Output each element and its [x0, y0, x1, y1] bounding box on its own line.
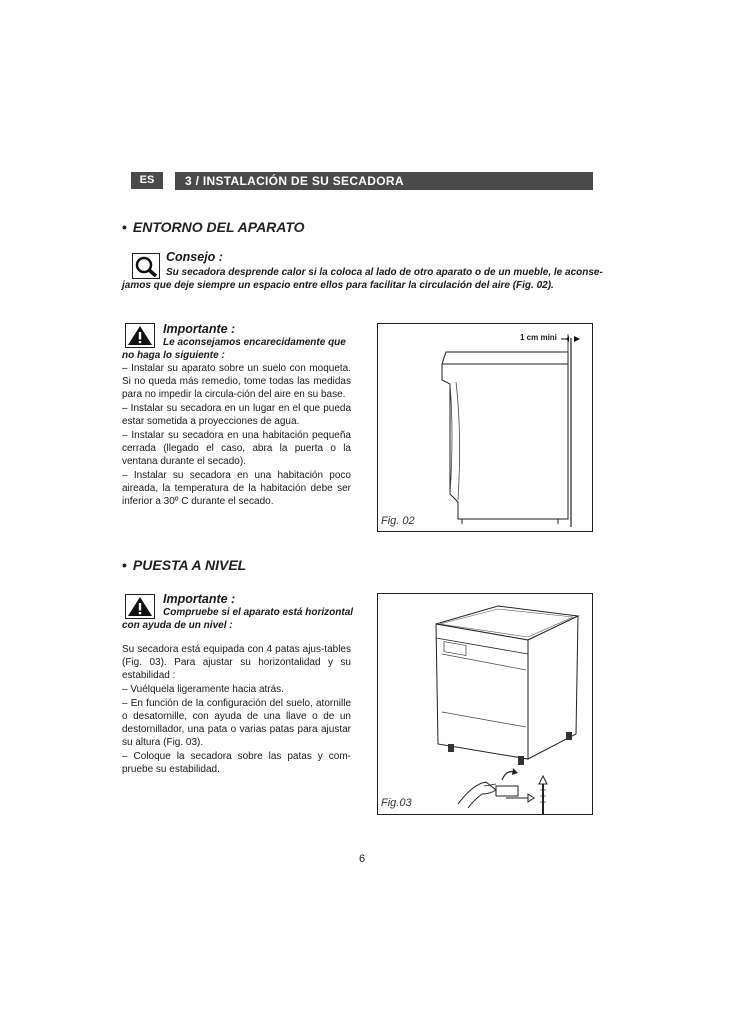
- list-item: – Instalar su secadora en una habitación pequeña cerrada (llegado el caso, abra la puerta o la ventana durante el secado).: [122, 430, 351, 467]
- important-intro-line1: Compruebe si el aparato está horizontal: [163, 607, 354, 618]
- figure-02: [377, 323, 593, 532]
- paragraph: – Vuélquela ligeramente hacia atrás.: [122, 684, 284, 695]
- leveling-instructions: [122, 643, 351, 777]
- figure-label: Fig.03: [381, 797, 412, 809]
- dryer-side-illustration: [378, 324, 592, 531]
- section-title-entorno: • ENTORNO DEL APARATO: [122, 219, 305, 235]
- figure-03: [377, 593, 593, 815]
- magnifier-icon: [132, 253, 160, 279]
- chapter-header: 3 / INSTALACIÓN DE SU SECADORA: [175, 172, 593, 190]
- paragraph: – En función de la configuración del suelo, atornille o desatornille, con ayuda de una llave o de un destornillador, una pata o varias patas para ajustar su altura (Fig. 03).: [122, 698, 351, 748]
- section-title-nivel: • PUESTA A NIVEL: [122, 557, 247, 573]
- important-list: [122, 362, 351, 509]
- tip-text-line2: jamos que deje siempre un espacio entre ellos para facilitar la circulación del aire (Fig. 02).: [122, 280, 554, 291]
- important-intro-line1: Le aconsejamos encarecidamente que: [163, 337, 346, 348]
- warning-icon: [125, 594, 155, 619]
- important-intro-line2: con ayuda de un nivel :: [122, 620, 233, 631]
- list-item: – Instalar su secadora en un lugar en el que pueda estar sometida a proyecciones de agua.: [122, 403, 351, 427]
- language-tag: ES: [131, 172, 163, 189]
- figure-label: Fig. 02: [381, 515, 415, 527]
- list-item: – Instalar su aparato sobre un suelo con moqueta. Si no queda más remedio, tome todas las medidas para no impedir la circula-ción del aire en su base.: [122, 363, 351, 400]
- tip-text-line1: Su secadora desprende calor si la coloca al lado de otro aparato o de un mueble, le aconse-: [166, 267, 603, 278]
- tip-heading: Consejo :: [166, 250, 223, 264]
- dimension-label: 1 cm mini: [520, 333, 557, 342]
- page-number: 6: [359, 853, 366, 865]
- important-heading: Importante :: [163, 592, 236, 606]
- paragraph: Su secadora está equipada con 4 patas ajus-tables (Fig. 03). Para ajustar su horizontalidad y su estabilidad :: [122, 644, 351, 681]
- list-item: – Instalar su secadora en una habitación poco aireada, la temperatura de la habitación debe ser inferior a 30º C durante el secado.: [122, 470, 351, 507]
- warning-icon: [125, 323, 155, 348]
- dryer-leveling-illustration: [378, 594, 592, 814]
- important-intro-line2: no haga lo siguiente :: [122, 350, 225, 361]
- important-heading: Importante :: [163, 322, 236, 336]
- paragraph: – Coloque la secadora sobre las patas y com-pruebe su estabilidad.: [122, 751, 351, 775]
